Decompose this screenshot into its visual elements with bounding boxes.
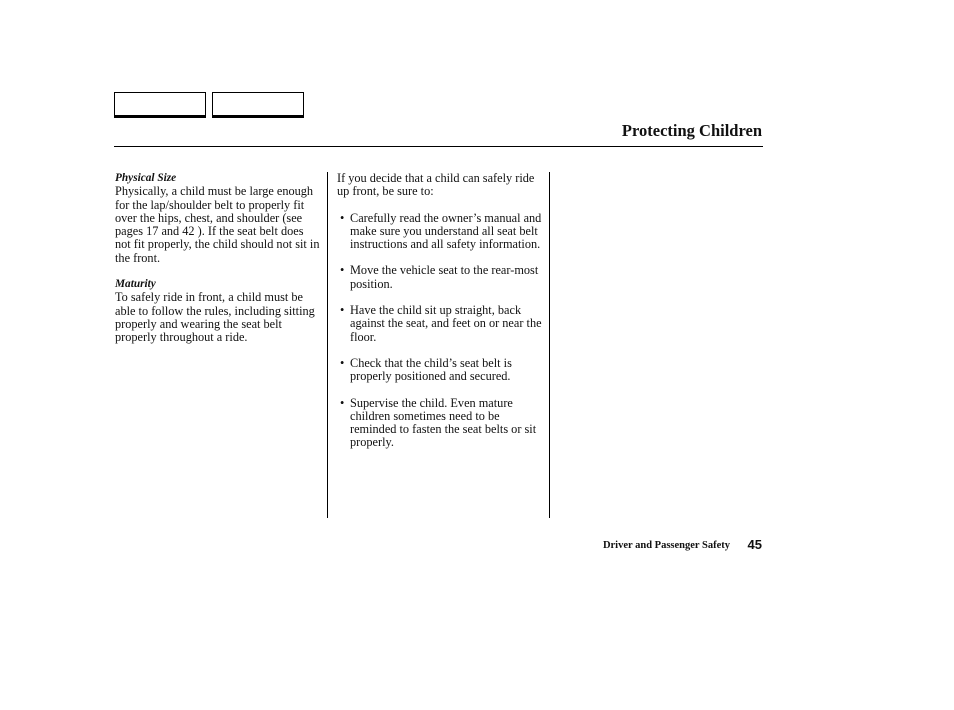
maturity-text: To safely ride in front, a child must be able to follow the rules, including sitting properly and wearing the seat belt properly throughout a ride. bbox=[115, 290, 315, 345]
list-item bbox=[337, 397, 545, 450]
bullet-list bbox=[337, 212, 545, 450]
list-item-text: Carefully read the owner’s manual and make sure you understand all seat belt instructions and all safety information. bbox=[350, 210, 542, 252]
column-left bbox=[115, 172, 320, 345]
list-item-text: Move the vehicle seat to the rear-most position. bbox=[350, 263, 539, 291]
column-divider bbox=[327, 172, 328, 518]
footer-section-label: Driver and Passenger Safety bbox=[602, 540, 730, 551]
bullet-icon: • bbox=[340, 210, 345, 225]
bullet-icon: • bbox=[340, 355, 345, 370]
list-item-text: Supervise the child. Even mature children sometimes need to be reminded to fasten the seat belts or sit properly. bbox=[350, 395, 537, 450]
list-item-text: Have the child sit up straight, back against the seat, and feet on or near the floor. bbox=[350, 303, 542, 344]
bullet-icon: • bbox=[340, 303, 345, 318]
list-item-text: Check that the child’s seat belt is properly positioned and secured. bbox=[350, 355, 512, 384]
page-title: Protecting Children bbox=[621, 121, 762, 140]
header-rule bbox=[114, 146, 763, 147]
bullet-icon: • bbox=[340, 263, 345, 278]
page-number: 45 bbox=[747, 537, 762, 552]
list-item bbox=[337, 357, 545, 384]
nav-button-contents[interactable] bbox=[114, 92, 206, 116]
nav-button-index[interactable] bbox=[212, 92, 304, 116]
physical-size-heading: Physical Size bbox=[115, 172, 177, 184]
column-middle bbox=[337, 172, 545, 463]
bullet-icon: • bbox=[340, 395, 345, 410]
column-divider bbox=[549, 172, 550, 518]
intro-text: If you decide that a child can safely ride up front, be sure to: bbox=[337, 171, 535, 199]
list-item bbox=[337, 212, 545, 252]
physical-size-text: Physically, a child must be large enough for the lap/shoulder belt to properly fit over the hips, chest, and shoulder (see pages 17 and 42 ). If the seat belt does not fit properly, the child should not sit in the front. bbox=[115, 184, 320, 265]
list-item bbox=[337, 264, 545, 291]
maturity-heading: Maturity bbox=[115, 278, 156, 291]
list-item bbox=[337, 304, 545, 344]
